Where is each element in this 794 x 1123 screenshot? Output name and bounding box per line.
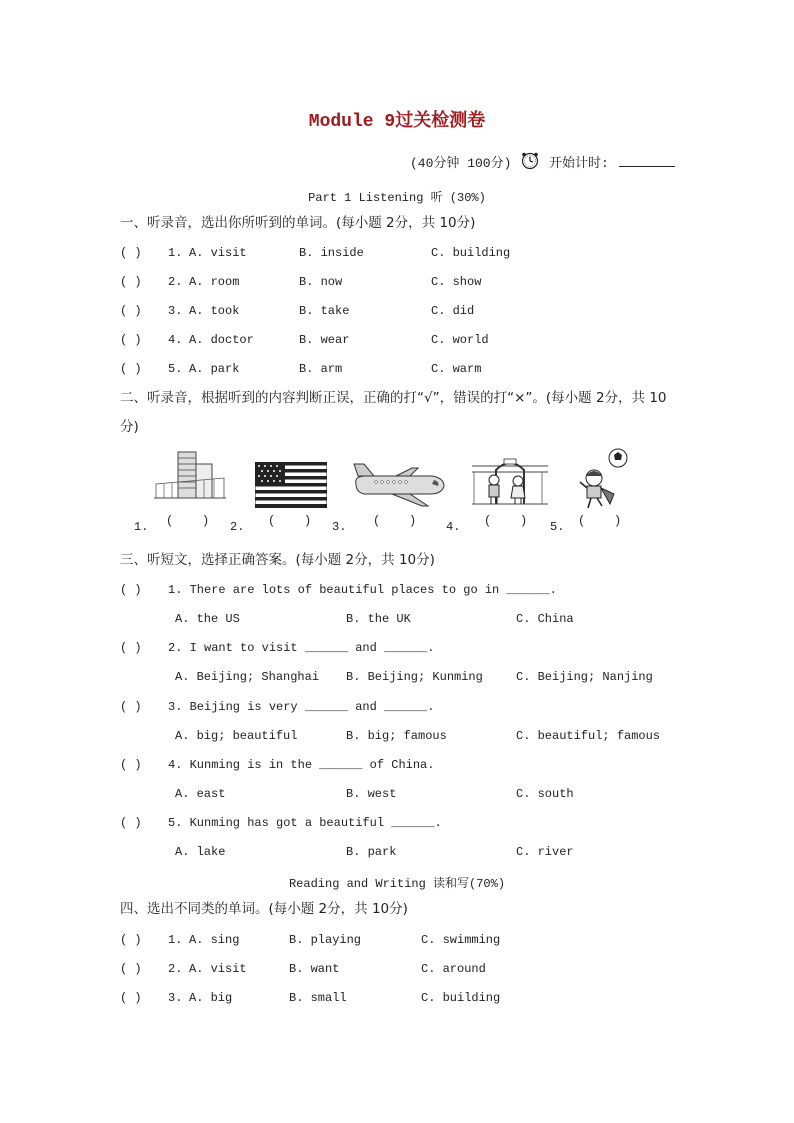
answer-blank[interactable]: ( ) xyxy=(120,700,142,714)
answer-blank[interactable]: ( ) xyxy=(120,991,142,1005)
answer-blank[interactable]: ( ) xyxy=(166,514,210,528)
picture-row: 1. ( ) 2. ( ) 3. ( ) 4. ( ) 5. ( ) xyxy=(120,448,680,538)
section3-heading: 三、听短文，选择正确答案。(每小题 2分，共 10分) xyxy=(120,552,435,568)
answer-blank[interactable]: ( ) xyxy=(120,583,142,597)
answer-blank[interactable]: ( ) xyxy=(120,962,142,976)
boy-football-icon xyxy=(574,448,634,512)
children-gate-icon xyxy=(472,454,548,510)
answer-blank[interactable]: ( ) xyxy=(120,362,142,376)
answer-blank[interactable]: ( ) xyxy=(578,514,622,528)
exam-page: Module 9过关检测卷 (40分钟 100分) 开始计时: Part 1 Listening 听 (30%) 一、听录音，选出你所听到的单词。(每小题 2分，共 10分) ( ) 1. A. visit B. inside C. building ( ) 2. A. room B. now C. show ( ) 3. A. took B. take C. did ( ) 4. A. doctor B. wear C. world ( ) 5. A. park B. arm C. warm 二、听录音，根据听到的内容判断正误，正确的打“√”，错误的打“×”。(每小题 2分，共 10分) 1. ( ) 2. ( ) 3. ( ) 4. ( ) 5. ( ) 三、听短文，选择正确答案。(每小题 2分，共 10分) ( ) 1. There are lots of beautiful places to go in ______. A. the US B. the UK C. China ( ) 2. I want to visit ______ and ______. A. Beijing; Shanghai B. Beijing; Kunming C. Beijing; Nanjing ( ) 3. Beijing is very ______ and ______. A. big; beautiful B. big; famous C. beautiful; famous ( ) 4. Kunming is in the ______ of China. A. east B. west C. south ( ) 5. Kunming has got a beautiful ______. A. lake B. park C. river Reading and Writing 读和写(70%) 四、选出不同类的单词。(每小题 2分，共 10分) ( ) 1. A. sing B. playing C. swimming ( ) 2. A. visit B. want C. around ( ) 3. A. big B. small C. building xyxy=(0,0,794,1123)
answer-blank[interactable]: ( ) xyxy=(120,758,142,772)
answer-blank[interactable]: ( ) xyxy=(484,514,528,528)
airplane-icon xyxy=(352,462,446,508)
exam-info xyxy=(410,152,675,174)
section4-heading: 四、选出不同类的单词。(每小题 2分，共 10分) xyxy=(120,901,408,917)
part2-heading: Reading and Writing 读和写(70%) xyxy=(288,877,506,891)
us-flag-icon xyxy=(255,462,327,508)
answer-blank[interactable]: ( ) xyxy=(120,333,142,347)
section2-heading: 二、听录音，根据听到的内容判断正误，正确的打“√”，错误的打“×”。(每小题 2分，共 10分) xyxy=(120,390,667,435)
time-score: (40分钟 100分) xyxy=(410,156,512,171)
answer-blank[interactable]: ( ) xyxy=(120,246,142,260)
clock-icon xyxy=(521,152,539,174)
answer-blank[interactable]: ( ) xyxy=(373,514,417,528)
answer-blank[interactable]: ( ) xyxy=(268,514,312,528)
answer-blank[interactable]: ( ) xyxy=(120,816,142,830)
building-icon xyxy=(154,448,226,508)
answer-blank[interactable]: ( ) xyxy=(120,275,142,289)
answer-blank[interactable]: ( ) xyxy=(120,933,142,947)
page-title: Module 9过关检测卷 xyxy=(308,112,486,132)
answer-blank[interactable]: ( ) xyxy=(120,304,142,318)
start-time-label: 开始计时: xyxy=(549,156,609,171)
answer-blank[interactable]: ( ) xyxy=(120,641,142,655)
part1-heading: Part 1 Listening 听 (30%) xyxy=(308,191,486,205)
section1-heading: 一、听录音，选出你所听到的单词。(每小题 2分，共 10分) xyxy=(120,215,476,231)
start-time-blank[interactable] xyxy=(619,154,675,167)
